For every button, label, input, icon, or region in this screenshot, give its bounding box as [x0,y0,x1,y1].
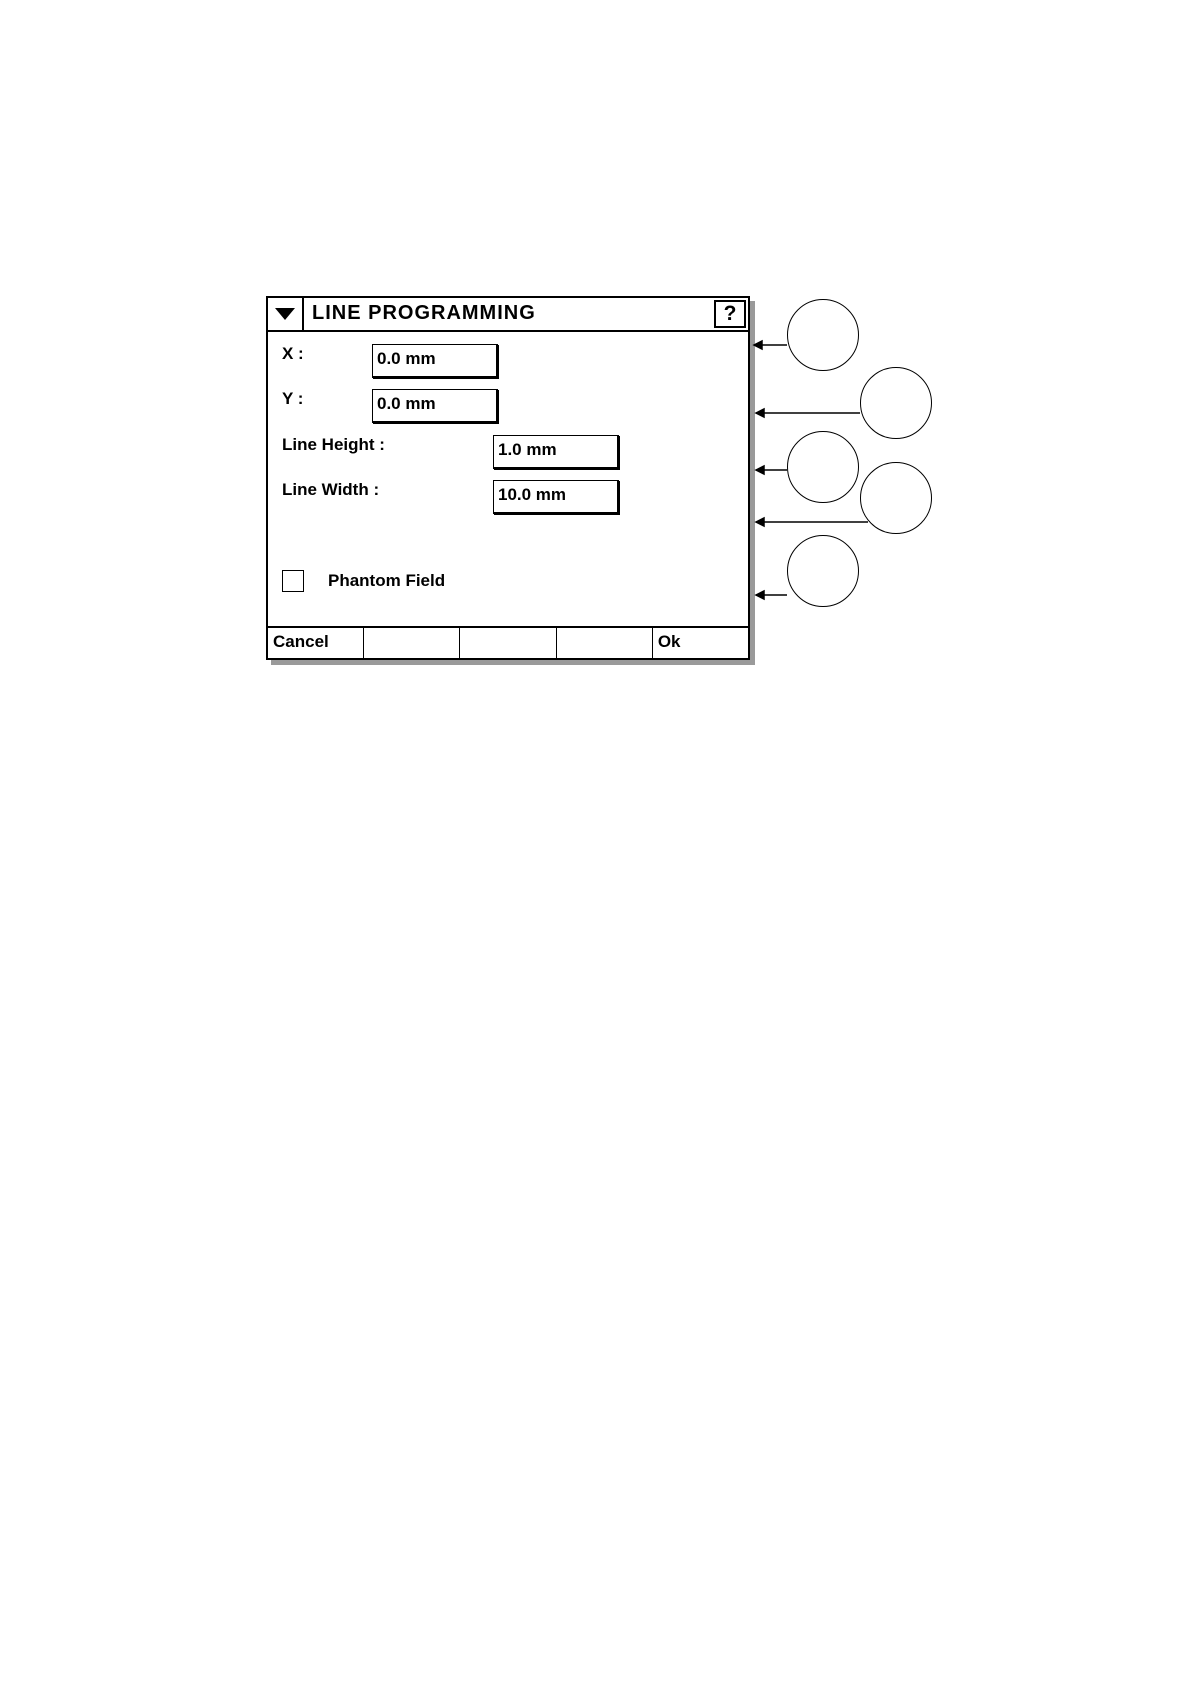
y-label: Y : [282,389,304,408]
help-button[interactable]: ? [714,300,746,328]
arrowhead-icon [756,518,764,526]
callout-circle-1 [787,299,859,371]
arrowhead-icon [754,341,762,349]
line-width-label: Line Width : [282,480,380,499]
ok-softkey[interactable]: Ok [657,632,681,651]
x-label: X : [282,344,304,363]
line-height-input[interactable]: 1.0 mm [493,435,619,469]
y-input[interactable]: 0.0 mm [372,389,498,423]
line-width-input[interactable]: 10.0 mm [493,480,619,514]
callout-circle-4 [860,462,932,534]
line-height-label: Line Height : [282,435,385,454]
callout-circle-2 [860,367,932,439]
callout-circle-5 [787,535,859,607]
phantom-field-label: Phantom Field [328,571,446,590]
arrowhead-icon [756,466,764,474]
dialog-title: LINE PROGRAMMING [312,302,536,324]
arrowhead-icon [756,591,764,599]
cancel-softkey[interactable]: Cancel [268,628,364,658]
arrowhead-icon [756,409,764,417]
callout-circle-3 [787,431,859,503]
x-input[interactable]: 0.0 mm [372,344,498,378]
